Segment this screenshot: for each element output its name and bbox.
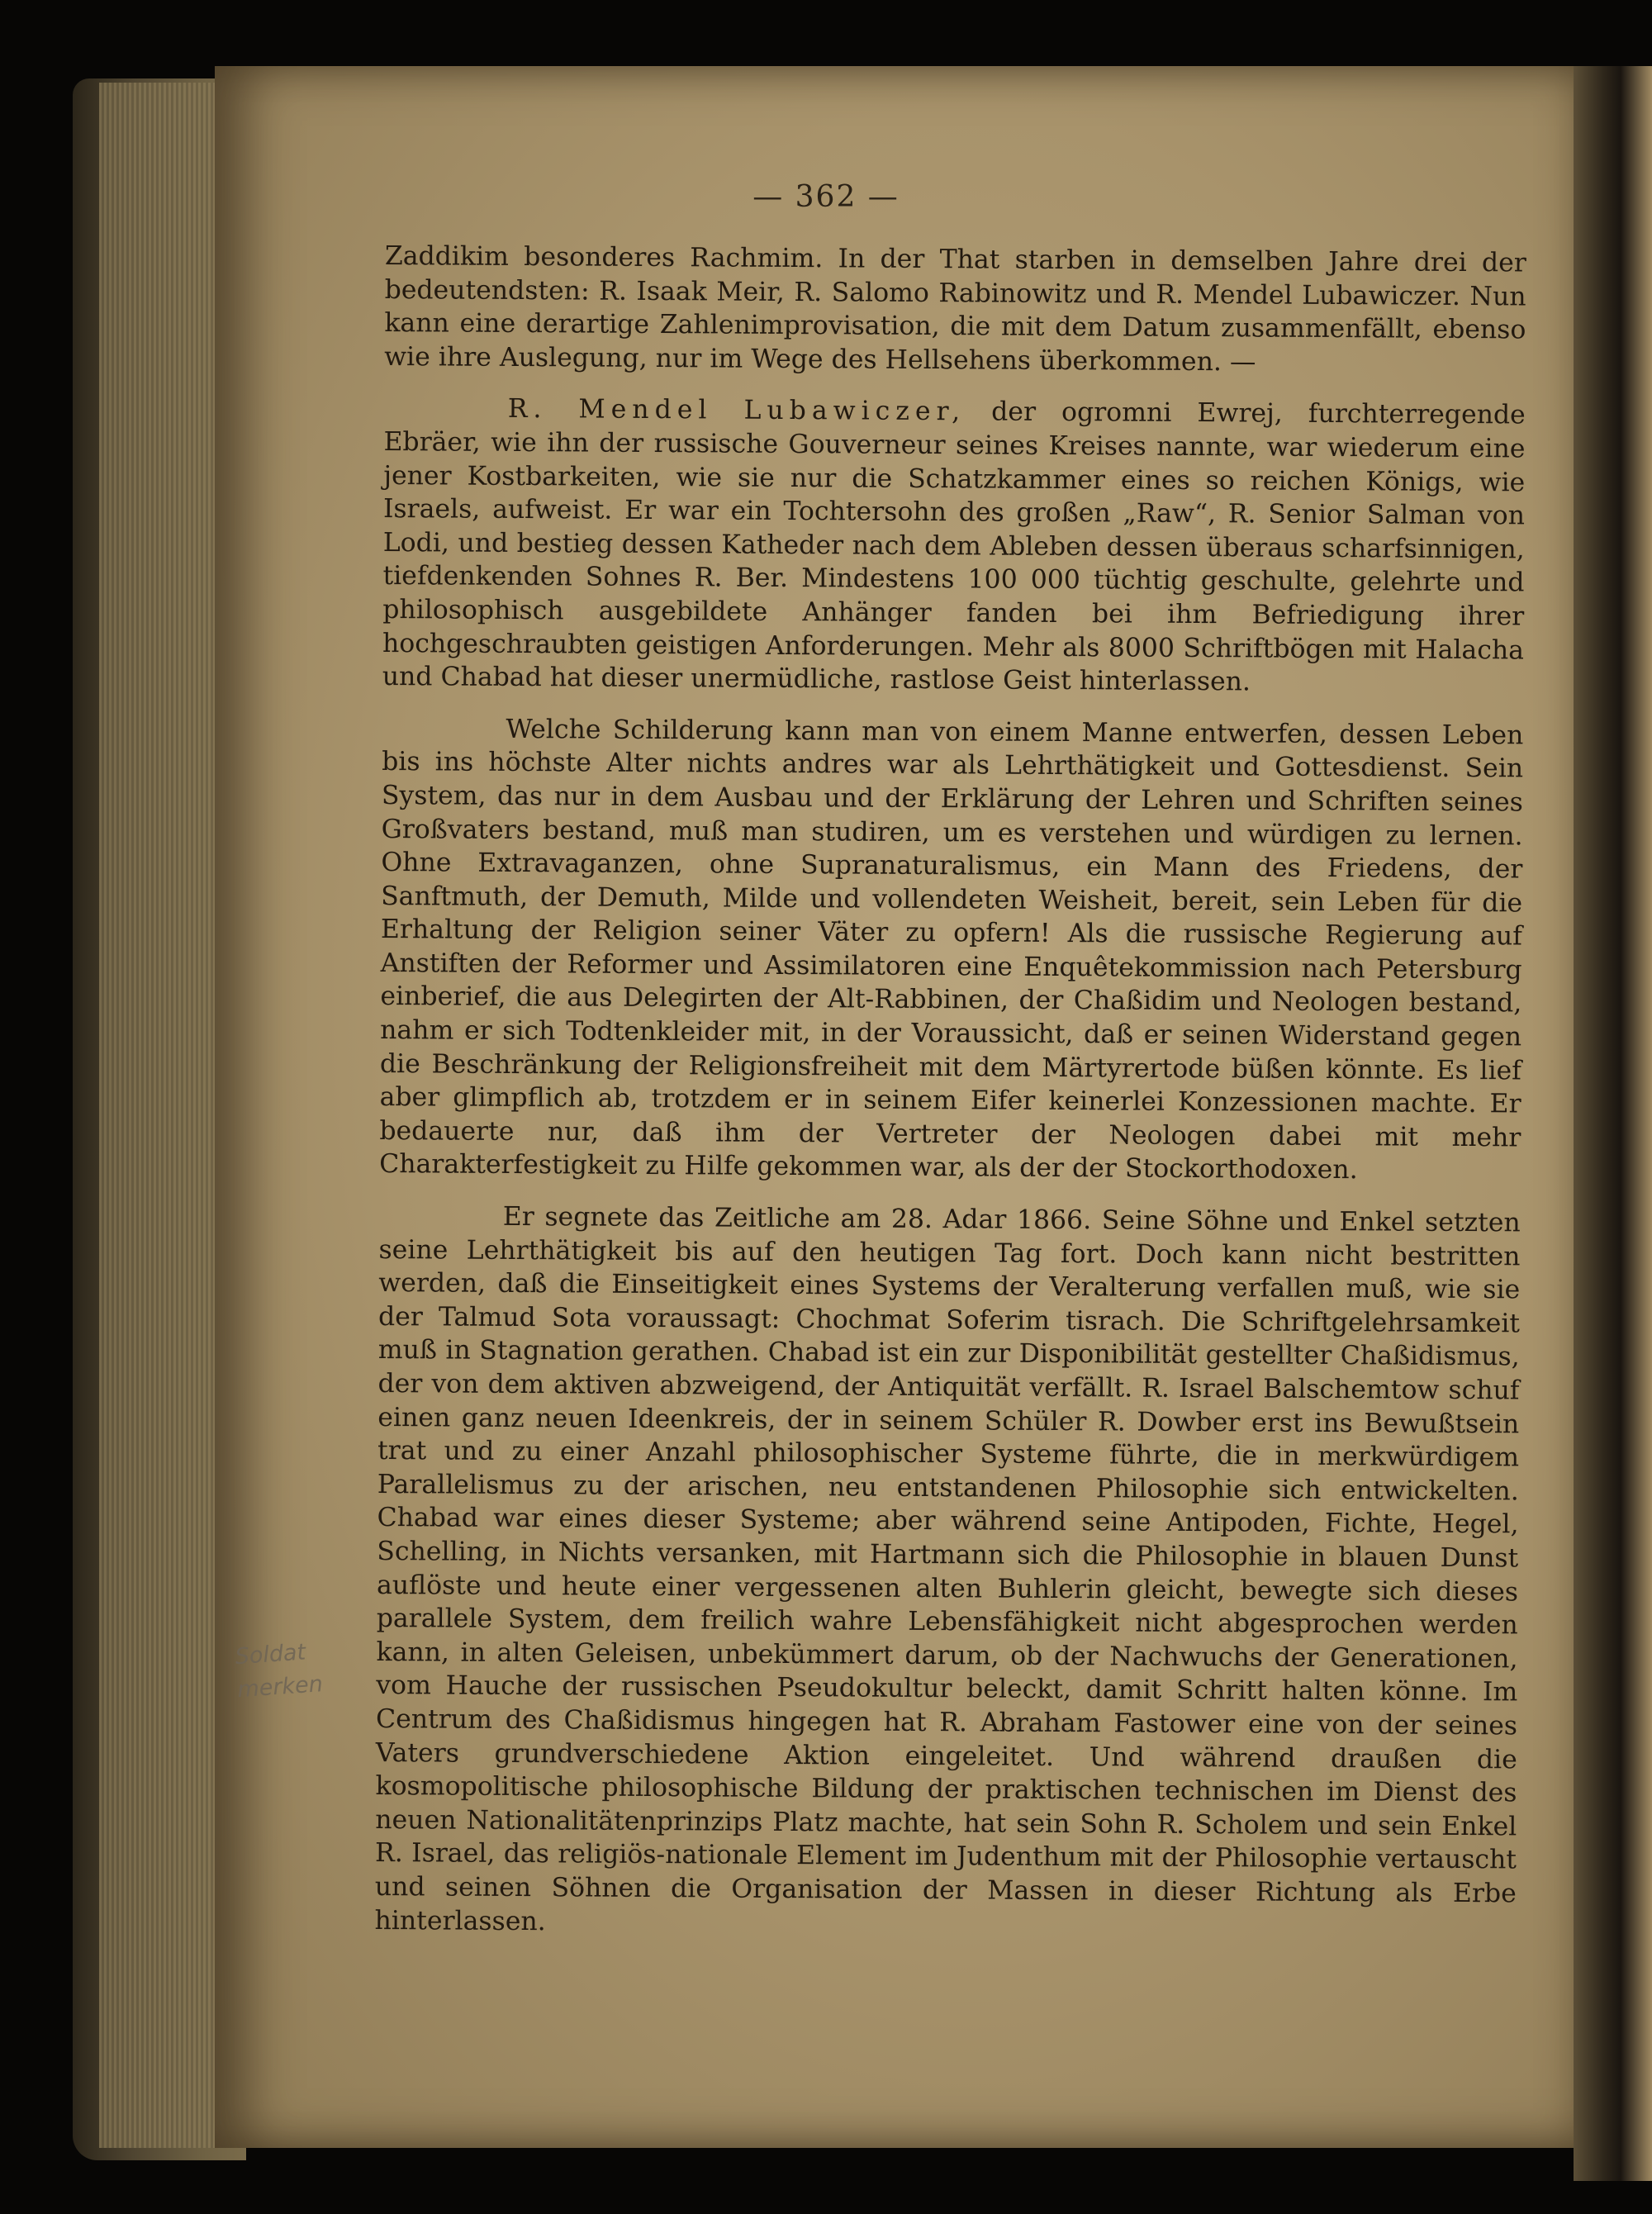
- paragraph-1: Zaddikim besonderes Rachmim. In der That starben in demselben Jahre drei der bedeutendsten: R. Isaak Meir, R. Salomo Rabinowitz und R. Mendel Lubawiczer. Nun kann eine derartige Zahlenimprovisation, die mit dem Datum zusammenfällt, ebenso wie ihre Auslegung, nur im Wege des Hellsehens überkommen. —: [384, 240, 1526, 378]
- paragraph-3: Welche Schilderung kann man von einem Manne entwerfen, dessen Leben bis ins höchste Alter nichts andres war als Lehrthätigkeit und Gottesdienst. Sein System, das nur in dem Ausbau und der Erklärung der Lehren und Schriften seines Großvaters bestand, muß man studiren, um es verstehen und würdigen zu lernen. Ohne Extravaganzen, ohne Supranaturalismus, ein Mann des Friedens, der Sanftmuth, der Demuth, Milde und vollendeten Weisheit, bereit, sein Leben für die Erhaltung der Religion seiner Väter zu opfern! Als die russische Regierung auf Anstiften der Reformer und Assimilatoren eine Enquêtekommission nach Petersburg einberief, die aus Delegirten der Alt-Rabbinen, der Chaßidim und Neologen bestand, nahm er sich Todtenkleider mit, in der Voraussicht, daß er seinen Widerstand gegen die Beschränkung der Religionsfreiheit mit dem Märtyrertode büßen könnte. Es lief aber glimpflich ab, trotzdem er in seinem Eifer keinerlei Konzessionen machte. Er bedauerte nur, daß ihm der Vertreter der Neologen dabei mit mehr Charakterfestigkeit zu Hilfe gekommen war, als der der Stockorthodoxen.: [379, 714, 1524, 1185]
- handwritten-margin-note: [234, 1631, 387, 1707]
- page-number: — 362 —: [752, 180, 900, 214]
- body-text: [374, 240, 1526, 1962]
- paragraph-2-body: der ogromni Ewrej, furchterregende Ebräer, wie ihn der russische Gouverneur seines Kreises nannte, war wiederum eine jener Kostbarkeiten, wie sie nur die Schatzkammer eines so reichen Königs, wie Israels, aufweist. Er war ein Tochtersohn des großen „Raw“, R. Senior Salman von Lodi, und bestieg dessen Katheder nach dem Ableben dessen überaus scharfsinnigen, tiefdenkenden Sohnes R. Ber. Mindestens 100 000 tüchtig geschulte, gelehrte und philosophisch ausgebildete Anhänger fanden bei ihm Befriedigung ihrer hochgeschraubten geistigen Anforderungen. Mehr als 8000 Schriftbögen mit Halacha und Chabad hat dieser unermüdliche, rastlose Geist hinterlassen.: [382, 397, 1526, 697]
- margin-note-line-2: merken: [236, 1671, 324, 1703]
- margin-note-line-1: Soldat: [234, 1639, 307, 1670]
- page-edges: [99, 83, 223, 2148]
- paragraph-2-lead: R. Mendel Lubawiczer,: [507, 394, 966, 427]
- paragraph-2: [382, 392, 1526, 701]
- paragraph-4: Er segnete das Zeitliche am 28. Adar 1866. Seine Söhne und Enkel setzten seine Lehrthätigkeit bis auf den heutigen Tag fort. Doch kann nicht bestritten werden, daß die Einseitigkeit eines Systems der Veralterung verfallen muß, wie sie der Talmud Sota voraussagt: Chochmat Soferim tisrach. Die Schriftgelehrsamkeit muß in Stagnation gerathen. Chabad ist ein zur Disponibilität gestellter Chaßidismus, der von dem aktiven abzweigend, der Antiquität verfällt. R. Israel Balschemtow schuf einen ganz neuen Ideenkreis, der in seinem Schüler R. Dowber erst ins Bewußtsein trat und zu einer Anzahl philosophischer Systeme führte, die in merkwürdigem Parallelismus zu der arischen, neu entstandenen Philosophie sich entwickelten. Chabad war eines dieser Systeme; aber während seine Antipoden, Fichte, Hegel, Schelling, in Nichts versanken, mit Hartmann sich die Philosophie in blauen Dunst auflöste und heute einer vergessenen alten Buhlerin gleicht, bewegte sich dieses parallele System, dem freilich wahre Lebensfähigkeit nicht abgesprochen werden kann, in alten Geleisen, unbekümmert darum, ob der Nachwuchs der Generationen, vom Hauche der russischen Pseudokultur beleckt, damit Schritt halten könne. Im Centrum des Chaßidismus hingegen hat R. Abraham Fastower eine von der seines Vaters grundverschiedene Aktion eingeleitet. Und während draußen die kosmopolitische philosophische Bildung der praktischen technischen im Dienst des neuen Nationalitätenprinzips Platz machte, hat sein Sohn R. Scholem und sein Enkel R. Israel, das religiös-nationale Element im Judenthum mit der Philosophie vertauscht und seinen Söhnen die Organisation der Massen in dieser Richtung als Erbe hinterlassen.: [374, 1201, 1521, 1936]
- book-gutter: [1574, 66, 1652, 2181]
